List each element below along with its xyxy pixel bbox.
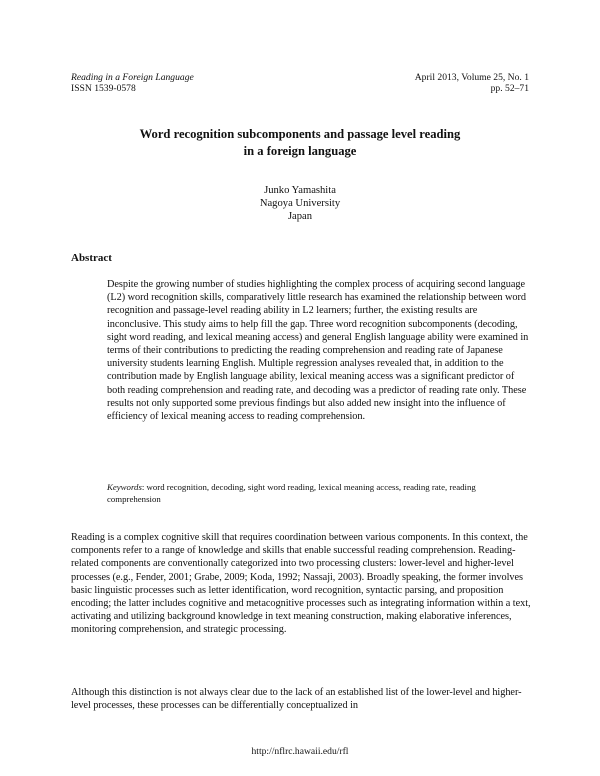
keywords-label: Keywords (107, 482, 142, 492)
abstract-heading: Abstract (71, 252, 112, 264)
issn: ISSN 1539-0578 (71, 83, 136, 94)
title-line-1: Word recognition subcomponents and passage level reading (139, 127, 461, 141)
footer-url[interactable]: http://nflrc.hawaii.edu/rfl (251, 746, 349, 757)
issue-info: April 2013, Volume 25, No. 1 (414, 72, 529, 83)
keywords-text: : word recognition, decoding, sight word reading, lexical meaning access, reading rate, reading comprehension (107, 482, 476, 504)
paper-title (71, 126, 529, 160)
running-header-right (415, 72, 529, 94)
author-block (71, 184, 529, 223)
author-affiliation: Nagoya University (259, 198, 341, 209)
body-paragraph-2: Although this distinction is not always clear due to the lack of an established list of the lower-level and higher-level processes, these processes can be differentially conceptualized in (71, 687, 522, 712)
page-range: pp. 52–71 (490, 83, 529, 94)
author-name: Junko Yamashita (264, 185, 336, 196)
running-header-left (71, 72, 194, 94)
body-paragraph-1: Reading is a complex cognitive skill that requires coordination between various components. In this context, the components refer to a range of knowledge and skills that enable successful reading comprehension. Reading-related components are conventionally categorized into two processing clusters: lower-level and higher-level processes (e.g., Fender, 2001; Grabe, 2009; Koda, 1992; Nassaji, 2003). Broadly speaking, the former involves basic linguistic processes such as letter identification, word recognition, syntactic parsing, and proposition encoding; the latter includes cognitive and metacognitive processes such as integrating information within a text, activating and utilizing background knowledge in text meaning construction, making elaborative inferences, monitoring comprehension, and strategic processing. (71, 532, 531, 636)
title-line-2: in a foreign language (243, 144, 357, 158)
keywords (107, 482, 531, 505)
journal-name: Reading in a Foreign Language (71, 72, 194, 83)
abstract-text: Despite the growing number of studies highlighting the complex process of acquiring second language (L2) word recognition skills, comparatively little research has examined the relationship between word recognition and passage-level reading ability in L2 learners; further, the existing results are inconclusive. This study aims to help fill the gap. Three word recognition subcomponents (decoding, sight word reading, and lexical meaning access) and general English language ability were examined in terms of their contributions to predicting the reading comprehension and reading rate of Japanese university students learning English. Multiple regression analyses revealed that, in addition to the contribution made by English language ability, lexical meaning access was a significant predictor of both reading comprehension and reading rate, and decoding was a predictor of reading rate only. These results not only supported some previous findings but also added new insight into the influence of efficiency of lexical meaning access to reading comprehension. (107, 279, 529, 423)
author-country: Japan (287, 211, 313, 222)
